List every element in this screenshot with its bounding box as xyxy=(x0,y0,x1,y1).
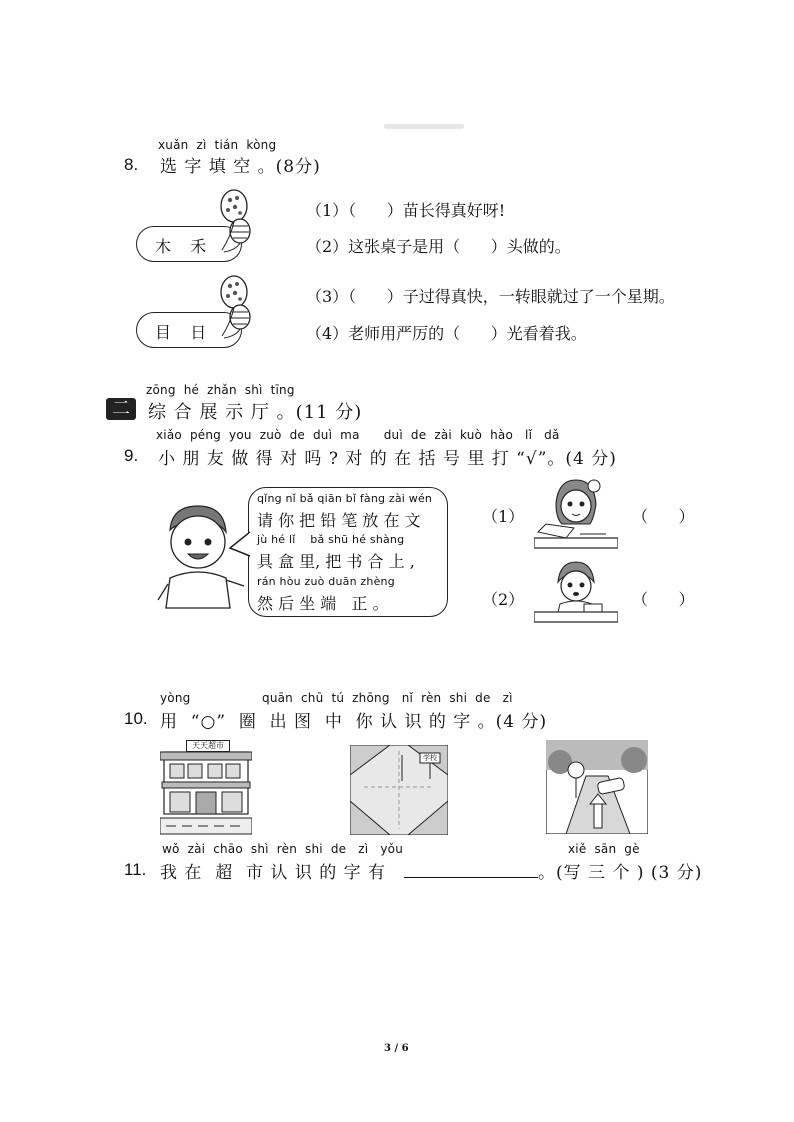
q10-number: 10. xyxy=(124,709,148,728)
section2-pinyin: zōng hé zhǎn shì tīng xyxy=(146,383,295,397)
supermarket-sign: 天天超市 xyxy=(186,740,230,752)
q10-pinyin-left: yòng xyxy=(160,691,191,705)
q11-number: 11. xyxy=(124,860,147,879)
bubble-tail xyxy=(228,530,252,560)
q9-pinyin: xiǎo péng you zuò de duì ma duì de zài kuò hào lǐ dǎ xyxy=(156,428,560,442)
bubble-line-2: 具 盒 里, 把 书 合 上 , xyxy=(257,552,415,571)
q8-item-1: （1）（ ）苗长得真好呀! xyxy=(306,201,506,220)
q11-suffix: 。(写 三 个 ) (3 分) xyxy=(538,863,703,883)
q8-title: 选 字 填 空 。(8分) xyxy=(160,157,321,177)
choice-box-2-chars: 目 日 xyxy=(155,323,208,342)
bubble-line-3: 然 后 坐 端 正 。 xyxy=(257,594,389,613)
q9-number: 9. xyxy=(124,446,139,465)
choice-box-1-chars: 木 禾 xyxy=(155,237,208,256)
q8-item-4: （4）老师用严厉的（ ）光看着我。 xyxy=(306,324,587,343)
section2-title: 综 合 展 示 厅 。(11 分) xyxy=(148,402,363,423)
top-fold-mark xyxy=(384,124,464,129)
section2-badge: 二 xyxy=(106,398,136,420)
bubble-pinyin-1: qǐng nǐ bǎ qiān bǐ fàng zài wén xyxy=(257,492,433,505)
balloons-icon xyxy=(200,274,260,354)
q11-title: 我 在 超 市 认 识 的 字 有 xyxy=(160,863,387,883)
q11-pinyin-right: xiě sān gè xyxy=(568,842,640,856)
q9-option-2-label: （2） xyxy=(482,590,525,609)
page-number: 3 / 6 xyxy=(384,1043,409,1054)
q10-pinyin-right: quān chū tú zhōng nǐ rèn shi de zì xyxy=(262,691,513,705)
q8-item-3: （3）（ ）子过得真快，一转眼就过了一个星期。 xyxy=(306,287,675,306)
q11-answer-blank[interactable] xyxy=(404,876,538,878)
q8-pinyin: xuǎn zì tián kòng xyxy=(158,138,277,152)
q10-title: 用 “○” 圈 出 图 中 你 认 识 的 字 。(4 分) xyxy=(160,712,548,732)
bubble-line-1: 请 你 把 铅 笔 放 在 文 xyxy=(257,511,421,530)
q9-option-1-answer[interactable]: （ ） xyxy=(632,507,695,526)
q9-option-2-answer[interactable]: （ ） xyxy=(632,590,695,609)
q8-item-2: （2）这张桌子是用（ ）头做的。 xyxy=(306,237,571,256)
q11-pinyin-left: wǒ zài chāo shì rèn shi de zì yǒu xyxy=(162,842,404,856)
crossroads-sign-text: 学校 xyxy=(423,754,437,762)
supermarket-picture xyxy=(160,738,252,836)
q9-title: 小 朋 友 做 得 对 吗 ? 对 的 在 括 号 里 打 “√”。(4 分) xyxy=(158,449,617,469)
road-sign-picture xyxy=(546,740,648,834)
q9-option-1-label: （1） xyxy=(482,507,525,526)
balloons-icon xyxy=(200,188,260,268)
q8-number: 8. xyxy=(124,155,139,174)
speech-bubble xyxy=(248,487,448,617)
girl-sitting-icon xyxy=(534,560,618,632)
bubble-pinyin-3: rán hòu zuò duān zhèng xyxy=(257,575,395,588)
girl-writing-icon xyxy=(534,476,618,550)
bubble-pinyin-2: jù hé lǐ bǎ shū hé shàng xyxy=(257,533,405,546)
